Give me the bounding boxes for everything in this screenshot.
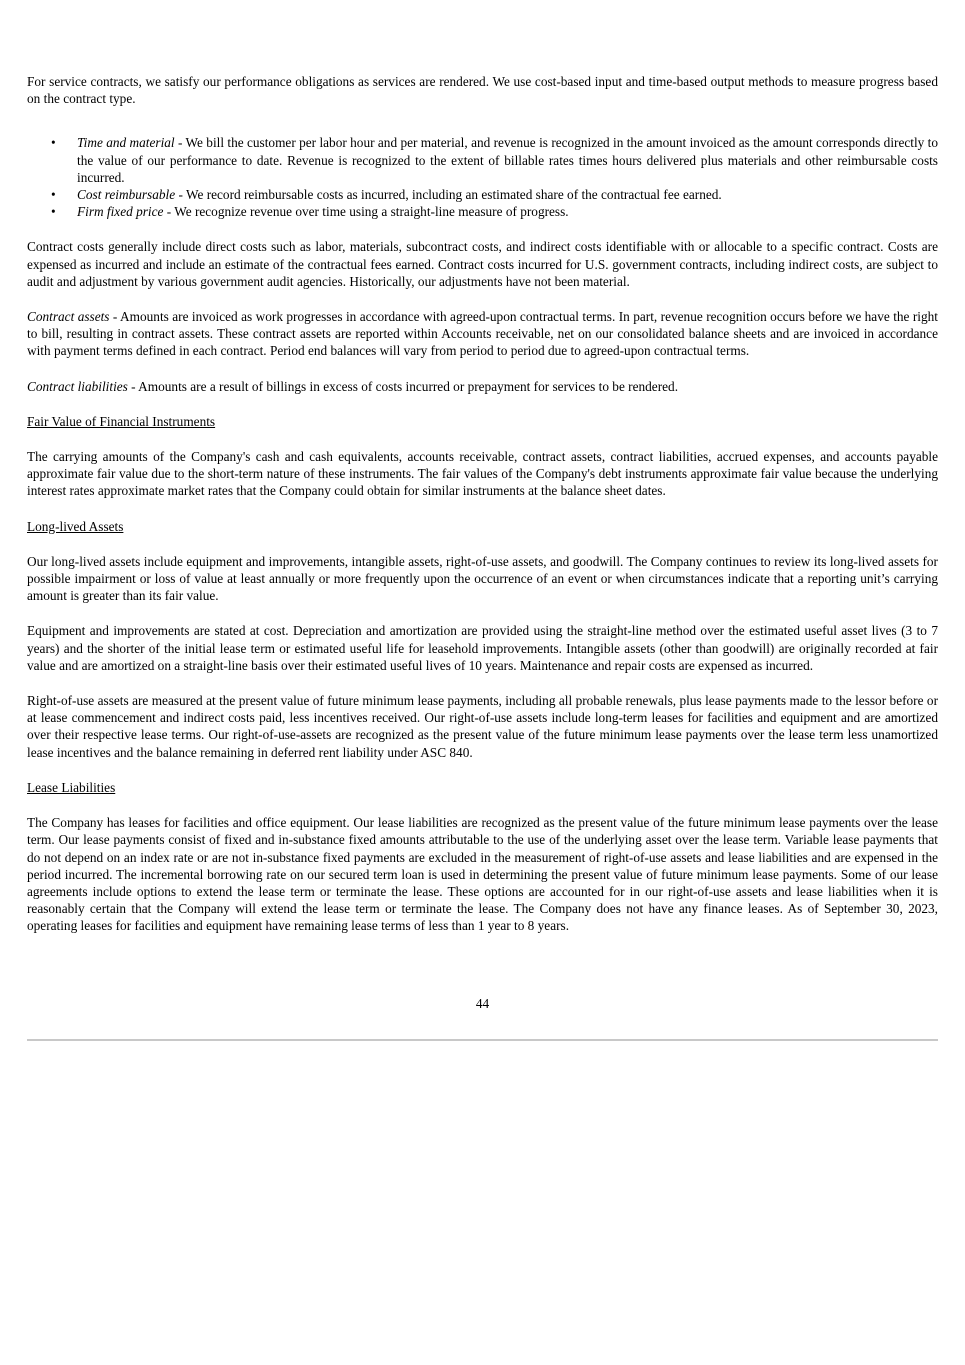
- contract-assets-paragraph: [27, 308, 938, 360]
- list-item-time-and-material: [27, 134, 938, 186]
- contract-liabilities-paragraph: [27, 378, 938, 395]
- intro-paragraph: For service contracts, we satisfy our performance obligations as services are rendered. We use cost-based input and time-based output methods to measure progress based on the contract type.: [27, 74, 938, 107]
- list-item-firm-fixed-price: [27, 203, 938, 220]
- list-item-cost-reimbursable: [27, 186, 938, 203]
- list-item-text: - We recognize revenue over time using a straight-line measure of progress.: [163, 204, 569, 220]
- long-lived-assets-paragraph-2: Equipment and improvements are stated at cost. Depreciation and amortization are provided using the straight-line method over the estimated useful asset lives (3 to 7 years) and the shorter of the initial lease term or estimated useful life for leasehold improvements. Intangible assets (other than goodwill) are originally recorded at fair value and are amortized on a straight-line basis over their estimated useful lives of 10 years. Maintenance and repair costs are expensed as incurred.: [27, 623, 938, 673]
- contract-type-list: [27, 134, 938, 220]
- bullet-icon: •: [51, 204, 56, 220]
- contract-assets-text: - Amounts are invoiced as work progresses in accordance with agreed-upon contractual terms. In part, revenue recognition occurs before we have the right to bill, resulting in contract assets. These contract assets are reported within Accounts receivable, net on our consolidated balance sheets and are invoiced in accordance with payment terms defined in each contract. Period end balances will vary from period to period due to agreed-upon contractual terms.: [27, 309, 938, 359]
- contract-liabilities-term: Contract liabilities: [27, 378, 128, 394]
- bullet-icon: •: [51, 187, 56, 203]
- list-item-text: - We record reimbursable costs as incurred, including an estimated share of the contractual fee earned.: [175, 187, 722, 203]
- long-lived-assets-paragraph-1: Our long-lived assets include equipment and improvements, intangible assets, right-of-use assets, and goodwill. The Company continues to review its long-lived assets for possible impairment or loss of value at least annually or more frequently upon the occurrence of an event or when circumstances indicate that a reporting unit’s carrying amount is greater than its fair value.: [27, 553, 938, 604]
- list-item-term: Time and material: [77, 135, 175, 151]
- bullet-icon: •: [51, 135, 56, 151]
- document-body: [27, 73, 938, 953]
- fair-value-heading: Fair Value of Financial Instruments: [27, 413, 216, 429]
- list-item-term: Firm fixed price: [77, 204, 164, 220]
- contract-costs-paragraph: Contract costs generally include direct costs such as labor, materials, subcontract costs, and indirect costs identifiable with or allocable to a specific contract. Costs are expensed as incurred and include an estimate of the contractual fees earned. Contract costs incurred for U.S. government contracts, including indirect costs, are subject to audit and adjustment by various government audit agencies. Historically, our adjustments have not been material.: [27, 239, 938, 289]
- page-divider: [27, 1039, 938, 1041]
- list-item-term: Cost reimbursable: [77, 187, 176, 203]
- contract-liabilities-text: - Amounts are a result of billings in excess of costs incurred or prepayment for services to be rendered.: [127, 378, 679, 394]
- long-lived-assets-paragraph-3: Right-of-use assets are measured at the present value of future minimum lease payments, including all probable renewals, plus lease payments made to the lessor before or at lease commencement and indirect costs paid, less incentives received. Our right-of-use assets include long-term leases for facilities and equipment and are amortized over their respective lease terms. Our right-of-use-assets are recognized as the present value of the future minimum lease payments over the lease term less unamortized lease incentives and the balance remaining in deferred rent liability under ASC 840.: [27, 693, 938, 760]
- page-number: 44: [475, 996, 490, 1011]
- lease-liabilities-paragraph: The Company has leases for facilities and office equipment. Our lease liabilities are recognized as the present value of the future minimum lease payments over the lease term. Our lease payments consist of fixed and in-substance fixed amounts attributable to the use of the underlying asset over the lease term. Variable lease payments that do not depend on an index rate or are not in-substance fixed payments are excluded in the measurement of right-of-use assets and lease liabilities and are expensed in the period incurred. The incremental borrowing rate on our secured term loan is used in determining the present value of future minimum lease payments. Some of our lease agreements include options to extend the lease term or terminate the lease. These options are accounted for in our right-of-use assets and lease liabilities when it is reasonably certain that the Company will extend the lease term or terminate the lease. The Company does not have any finance leases. As of September 30, 2023, operating leases for facilities and equipment have remaining lease terms of less than 1 year to 8 years.: [27, 815, 938, 934]
- long-lived-assets-heading: Long-lived Assets: [27, 518, 124, 534]
- list-item-text: - We bill the customer per labor hour and per material, and revenue is recognized in the amount invoiced as the amount corresponds directly to the value of our performance to date. Revenue is recognized to the extent of billable rates times hours delivered plus materials and other reimbursable costs incurred.: [77, 135, 939, 185]
- contract-assets-term: Contract assets: [27, 309, 110, 325]
- fair-value-paragraph: The carrying amounts of the Company's cash and cash equivalents, accounts receivable, contract assets, contract liabilities, accrued expenses, and accounts payable approximate fair value due to the short-term nature of these instruments. The fair values of the Company's debt instruments approximate fair value because the underlying interest rates approximate market rates that the Company could obtain for similar instruments at the balance sheet dates.: [27, 449, 938, 499]
- lease-liabilities-heading: Lease Liabilities: [27, 779, 116, 795]
